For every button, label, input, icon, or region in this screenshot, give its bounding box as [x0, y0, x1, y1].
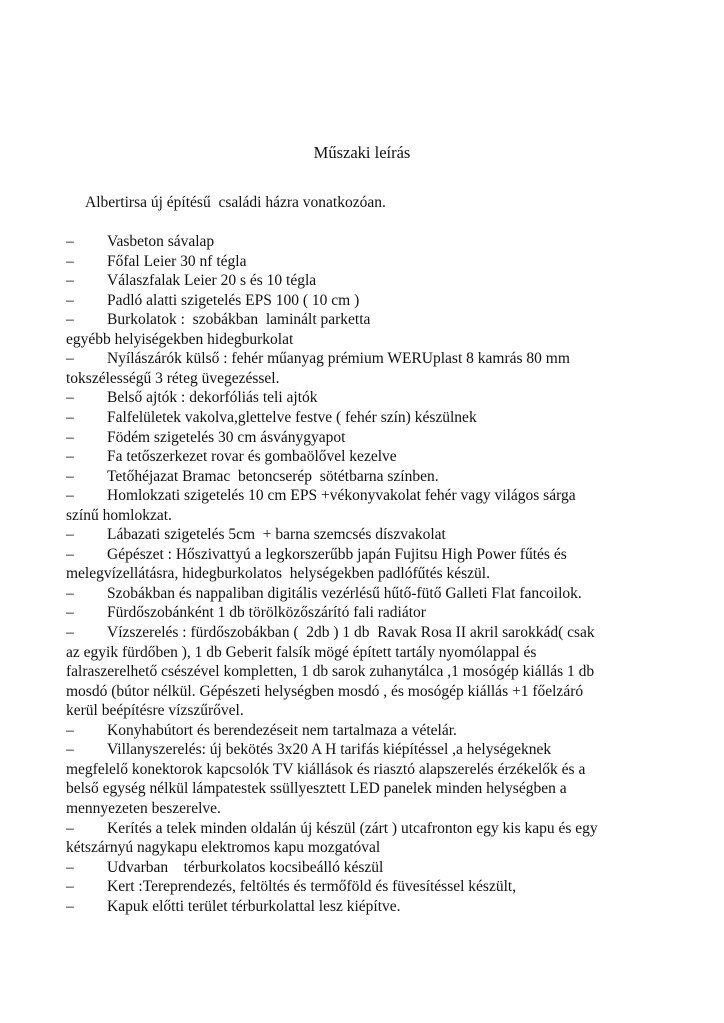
- line-text: Burkolatok : szobákban laminált parketta: [107, 311, 371, 329]
- bullet-line: [66, 486, 576, 506]
- text-line: [66, 838, 380, 858]
- bullet-dash: –: [66, 624, 74, 641]
- line-text: Kerítés a telek minden oldalán új készül (zárt ) utcafronton egy kis kapu és egy: [107, 819, 598, 837]
- bullet-dash: –: [66, 878, 74, 896]
- line-text: Konyhabútort és berendezéseit nem tartalmaza a vételár.: [107, 721, 457, 739]
- line-text: megfelelő konektorok kapcsolók TV kiállások és riasztó alapszerelés érzékelők és a: [66, 760, 586, 778]
- bullet-line: [66, 623, 595, 643]
- bullet-dash: –: [66, 467, 74, 485]
- bullet-dash: –: [66, 252, 74, 270]
- line-text: Kapuk előtti terület térburkolattal lesz kiépítve.: [107, 897, 401, 915]
- line-text: Lábazati szigetelés 5cm + barna szemcsés díszvakolat: [107, 526, 446, 544]
- line-text: Vízszerelés : fürdőszobákban ( 2db ) 1 db Ravak Rosa II akril sarokkád( csak: [107, 624, 595, 641]
- bullet-dash: –: [66, 858, 74, 876]
- line-text: Udvarban térburkolatos kocsibeálló készül: [107, 858, 384, 876]
- line-text: Kert :Tereprendezés, feltöltés és termőföld és füvesítéssel készült,: [107, 878, 517, 896]
- line-text: Válaszfalak Leier 20 s és 10 tégla: [107, 272, 317, 290]
- bullet-dash: –: [66, 233, 74, 250]
- bullet-line: [66, 271, 316, 291]
- line-text: Nyílászárók külső : fehér műanyag prémium WERUplast 8 kamrás 80 mm: [107, 350, 570, 368]
- bullet-line: [66, 603, 426, 623]
- bullet-line: [66, 877, 516, 897]
- line-text: Vasbeton sávalap: [107, 233, 215, 250]
- document-title: Műszaki leírás: [313, 143, 411, 162]
- text-line: [66, 564, 490, 584]
- bullet-line: [66, 291, 359, 311]
- bullet-line: [66, 408, 477, 428]
- line-text: melegvízellátásra, hidegburkolatos helységekben padlófűtés készül.: [66, 565, 490, 583]
- line-text: Belső ajtók : dekorfóliás teli ajtók: [107, 389, 318, 407]
- bullet-dash: –: [66, 721, 74, 739]
- intro-line: Albertirsa új építésű családi házra vonatkozóan.: [85, 194, 386, 211]
- bullet-dash: –: [66, 389, 74, 407]
- bullet-line: [66, 897, 401, 917]
- line-text: kerül beépítésre vízszűrővel.: [66, 702, 244, 720]
- bullet-dash: –: [66, 408, 74, 426]
- line-text: Födém szigetelés 30 cm ásványgyapot: [107, 428, 346, 446]
- bullet-line: [66, 252, 246, 272]
- text-line: [66, 779, 567, 799]
- line-text: Fürdőszobánként 1 db törölközőszárító fali radiátor: [107, 604, 426, 622]
- bullet-dash: –: [66, 428, 74, 446]
- bullet-dash: –: [66, 448, 74, 466]
- text-line: [66, 330, 293, 350]
- bullet-line: [66, 721, 457, 741]
- bullet-dash: –: [66, 350, 74, 368]
- bullet-line: [66, 545, 567, 565]
- bullet-line: [66, 525, 446, 545]
- line-text: mennyezeten beszerelve.: [66, 799, 221, 817]
- bullet-line: [66, 858, 383, 878]
- text-line: [66, 643, 536, 663]
- text-line: [66, 760, 585, 780]
- bullet-dash: –: [66, 741, 74, 759]
- bullet-dash: –: [66, 526, 74, 544]
- line-text: falraszerelhető csészével kompletten, 1 db sarok zuhanytálca ,1 mosógép kiállás 1 db: [66, 663, 595, 681]
- line-text: mosdó (bútor nélkül. Gépészeti helységben mosdó , és mosógép kiállás +1 főelzáró: [66, 682, 584, 700]
- line-text: színű homlokzat.: [66, 506, 172, 524]
- bullet-line: [66, 584, 582, 604]
- line-text: Homlokzati szigetelés 10 cm EPS +vékonyvakolat fehér vagy világos sárga: [107, 487, 576, 505]
- line-text: egyébb helyiségekben hidegburkolat: [66, 330, 294, 348]
- line-text: Szobákban és nappaliban digitális vezérlésű hűtő-fütő Galleti Flat fancoilok.: [107, 584, 582, 602]
- bullet-dash: –: [66, 604, 74, 622]
- text-line: [66, 662, 594, 682]
- line-text: Tetőhéjazat Bramac betoncserép sötétbarna színben.: [107, 467, 439, 485]
- line-text: Fa tetőszerkezet rovar és gombaölővel kezelve: [107, 448, 397, 466]
- bullet-line: [66, 310, 370, 330]
- bullet-line: [66, 467, 439, 487]
- text-line: [66, 701, 244, 721]
- bullet-dash: –: [66, 897, 74, 915]
- bullet-dash: –: [66, 311, 74, 329]
- line-text: Padló alatti szigetelés EPS 100 ( 10 cm ): [107, 291, 360, 309]
- line-text: kétszárnyú nagykapu elektromos kapu mozgatóval: [66, 839, 381, 857]
- bullet-line: [66, 388, 318, 408]
- bullet-dash: –: [66, 291, 74, 309]
- bullet-line: [66, 349, 570, 369]
- line-text: Falfelületek vakolva,glettelve festve ( fehér szín) készülnek: [107, 408, 477, 426]
- text-line: [66, 799, 221, 819]
- bullet-line: [66, 740, 551, 760]
- line-text: belső egység nélkül lámpatestek ssüllyesztett LED panelek minden helységben a: [66, 780, 567, 798]
- bullet-line: [66, 428, 345, 448]
- bullet-dash: –: [66, 819, 74, 837]
- bullet-line: [66, 819, 598, 839]
- text-line: [66, 369, 279, 389]
- line-text: Főfal Leier 30 nf tégla: [107, 252, 247, 270]
- line-text: az egyik fürdőben ), 1 db Geberit falsík mögé épített tartály nyomólappal és: [66, 643, 537, 661]
- bullet-line: [66, 232, 214, 252]
- bullet-dash: –: [66, 584, 74, 602]
- bullet-dash: –: [66, 272, 74, 290]
- bullet-line: [66, 447, 397, 467]
- line-text: Gépészet : Hőszivattyú a legkorszerűbb japán Fujitsu High Power fűtés és: [107, 545, 567, 563]
- line-text: Villanyszerelés: új bekötés 3x20 A H tarifás kiépítéssel ,a helységeknek: [107, 741, 552, 759]
- line-text: tokszélességű 3 réteg üvegezéssel.: [66, 369, 280, 387]
- text-line: [66, 682, 583, 702]
- bullet-dash: –: [66, 487, 74, 505]
- text-line: [66, 506, 172, 526]
- bullet-dash: –: [66, 545, 74, 563]
